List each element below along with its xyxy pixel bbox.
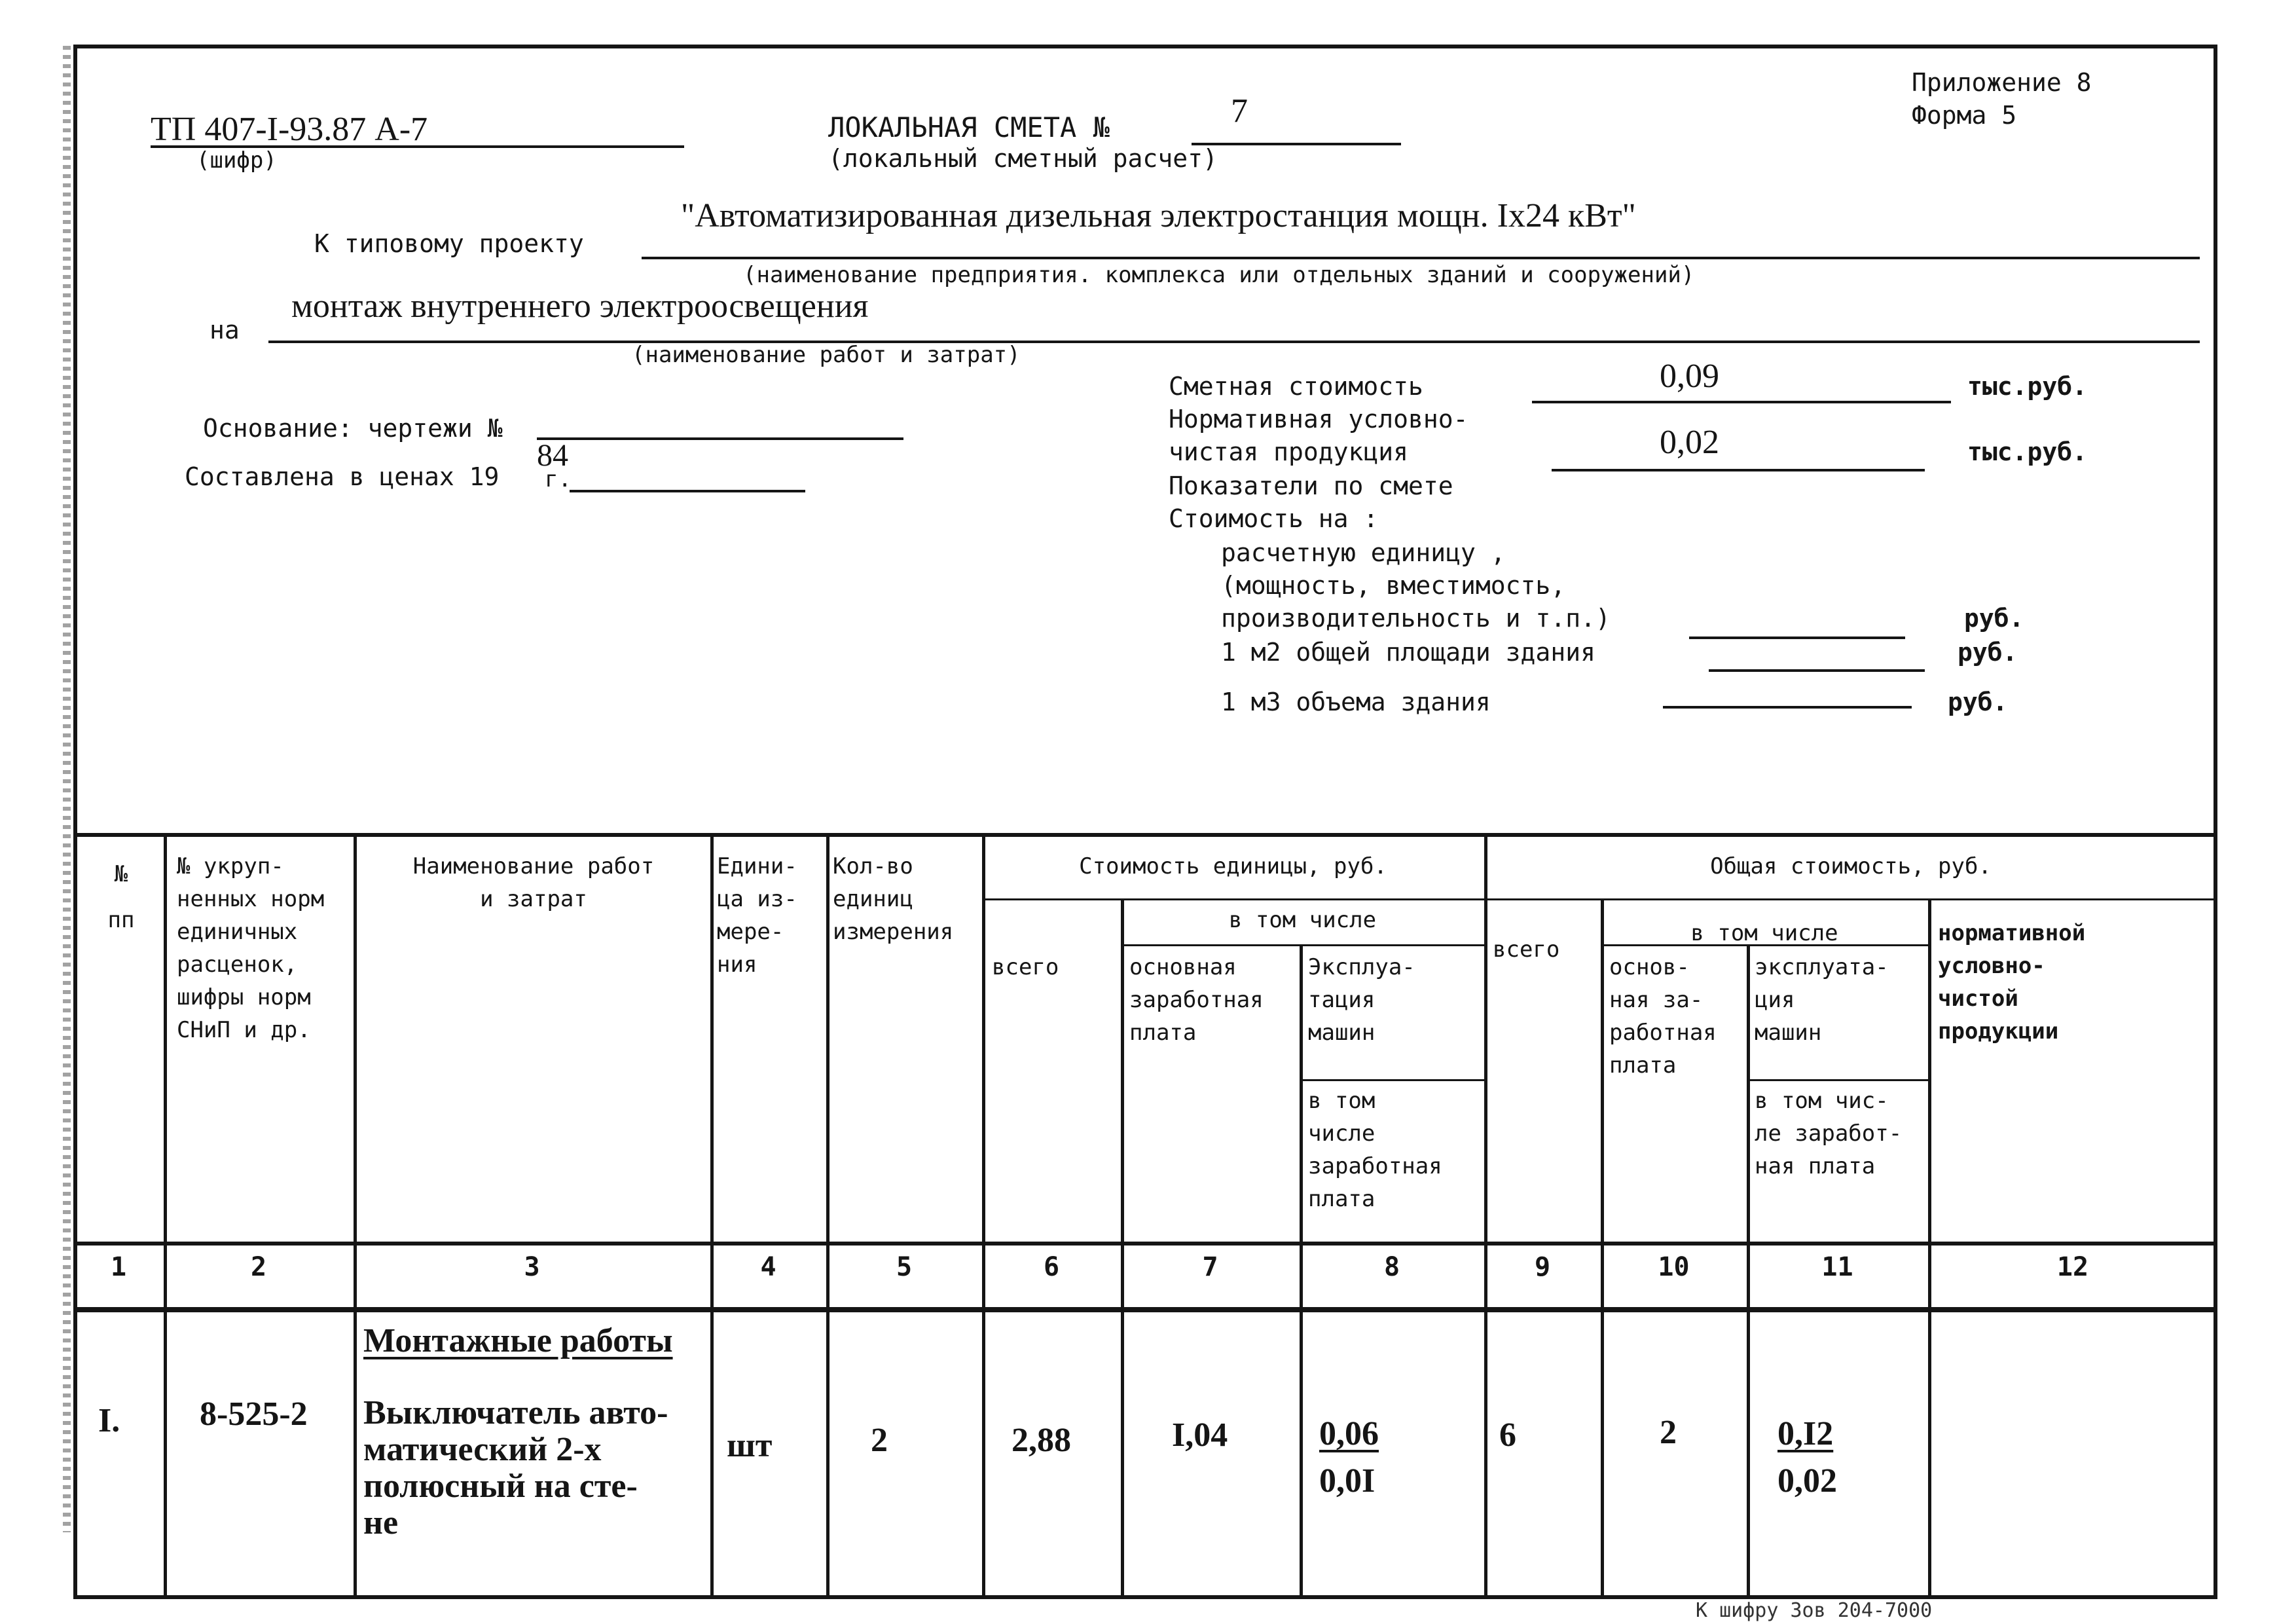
row-unit-total: 2,88 — [1011, 1422, 1071, 1459]
header-c5: Кол-во единиц измерения — [833, 853, 954, 945]
row-unit: шт — [727, 1427, 773, 1464]
work-name-underline — [268, 341, 2200, 343]
colnum-4: 4 — [760, 1252, 776, 1282]
header-c9: всего — [1493, 936, 1560, 963]
norm-underline — [1552, 469, 1925, 471]
col-line-2 — [354, 833, 357, 1599]
unit-line-3: производительность и т.п.) — [1221, 604, 1611, 633]
header-c2: № укруп- ненных норм единичных расценок, шифры норм СНиП и др. — [177, 853, 325, 1043]
unit-rub: руб. — [1964, 604, 2024, 633]
header-c11: эксплуата- ция машин — [1755, 954, 1889, 1046]
col-line-8 — [1484, 833, 1487, 1599]
cost-label: Сметная стоимость — [1169, 372, 1423, 401]
unit-line-1: расчетную единицу , — [1221, 538, 1506, 567]
colnum-2: 2 — [250, 1252, 267, 1282]
m2-label: 1 м2 общей площади здания — [1221, 638, 1595, 667]
unit-sub-line — [1300, 1079, 1484, 1081]
m3-underline — [1663, 706, 1912, 709]
row-unit-machines: 0,06 — [1319, 1415, 1379, 1452]
cost-value: 0,09 — [1660, 358, 1719, 395]
binding-edge — [63, 46, 71, 1532]
cost-unit: тыс.руб. — [1967, 372, 2088, 401]
section-title: Монтажные работы — [363, 1322, 673, 1359]
col-line-6 — [1121, 898, 1124, 1599]
estimate-title: ЛОКАЛЬНАЯ СМЕТА № — [828, 111, 1110, 143]
unit-group-line — [982, 898, 2216, 900]
norm-label-1: Нормативная условно- — [1169, 405, 1468, 434]
header-c8: Эксплуа- тация машин — [1308, 954, 1415, 1046]
table-top-line — [73, 833, 2217, 837]
col-line-5 — [982, 833, 985, 1599]
header-total-incl: в том числе — [1690, 920, 1838, 946]
header-unit-incl: в том числе — [1228, 907, 1377, 933]
header-c7: основная заработная плата — [1129, 954, 1264, 1046]
colnum-12: 12 — [2056, 1252, 2089, 1282]
unit-line-2: (мощность, вместимость, — [1221, 571, 1566, 600]
m2-underline — [1709, 669, 1925, 672]
estimate-number: 7 — [1231, 92, 1248, 130]
appendix-label: Приложение 8 — [1912, 68, 2092, 97]
row-unit-wage: I,04 — [1172, 1416, 1228, 1454]
norm-label-2: чистая продукция — [1169, 437, 1409, 466]
cipher-caption: (шифр) — [196, 147, 277, 174]
col-line-4 — [826, 833, 829, 1599]
colnum-3: 3 — [524, 1252, 540, 1282]
work-prefix: на — [210, 316, 240, 344]
header-c11-sub: в том чис- ле заработ- ная плата — [1755, 1088, 1903, 1179]
row-number: I. — [98, 1402, 120, 1439]
project-prefix: К типовому проекту — [314, 229, 584, 258]
norm-value: 0,02 — [1660, 424, 1719, 461]
col-line-9 — [1601, 898, 1604, 1599]
row-total-machines: 0,I2 — [1777, 1415, 1834, 1452]
col-line-3 — [710, 833, 714, 1599]
unit-underline — [1689, 637, 1905, 639]
row-code: 8-525-2 — [200, 1395, 308, 1433]
basis-prices-suffix: г. — [545, 466, 572, 492]
colnum-5: 5 — [896, 1252, 913, 1282]
header-unit-cost-group: Стоимость единицы, руб. — [1079, 853, 1387, 879]
project-name-underline — [642, 257, 2200, 259]
header-c1: № пп — [107, 861, 135, 933]
m2-rub: руб. — [1958, 638, 2018, 667]
indicators-label: Показатели по смете — [1169, 471, 1453, 500]
row-total-machines-wage: 0,02 — [1777, 1462, 1837, 1500]
cost-per-label: Стоимость на : — [1169, 504, 1379, 533]
basis-drawings-label: Основание: чертежи № — [203, 414, 503, 443]
basis-prices-label: Составлена в ценах 19 — [185, 462, 500, 491]
norm-unit: тыс.руб. — [1967, 437, 2088, 466]
work-caption: (наименование работ и затрат) — [632, 342, 1021, 368]
header-c6: всего — [992, 954, 1059, 980]
header-bottom-line — [73, 1242, 2217, 1246]
estimate-number-underline — [1192, 143, 1401, 145]
project-caption: (наименование предприятия. комплекса или отдельных зданий и сооружений) — [743, 262, 1695, 288]
colnum-6: 6 — [1043, 1252, 1060, 1282]
colnum-9: 9 — [1534, 1252, 1551, 1282]
form-label: Форма 5 — [1912, 101, 2017, 130]
col-line-11 — [1928, 898, 1931, 1599]
colnum-10: 10 — [1658, 1252, 1690, 1282]
m3-rub: руб. — [1948, 688, 2008, 716]
row-total: 6 — [1499, 1416, 1516, 1454]
header-c8-sub: в том числе заработная плата — [1308, 1088, 1442, 1212]
colnum-7: 7 — [1202, 1252, 1218, 1282]
basis-prices-year: 84 — [537, 438, 568, 473]
work-name: монтаж внутреннего электроосвещения — [291, 287, 869, 325]
colnum-8: 8 — [1383, 1252, 1400, 1282]
cipher: ТП 407-I-93.87 А-7 — [151, 111, 428, 148]
row-total-wage: 2 — [1660, 1414, 1677, 1451]
numbers-bottom-line — [73, 1307, 2217, 1312]
footer-note: К шифру 3ов 204-7000 — [1696, 1599, 1933, 1622]
row-qty: 2 — [871, 1422, 888, 1459]
basis-prices-underline — [570, 490, 805, 492]
col-line-1 — [164, 833, 167, 1599]
header-c4: Едини- ца из- мере- ния — [717, 853, 797, 978]
row-unit-machines-wage: 0,0I — [1319, 1462, 1376, 1500]
colnum-1: 1 — [110, 1252, 127, 1282]
header-c10: основ- ная за- работная плата — [1609, 954, 1717, 1079]
estimate-subtitle: (локальный сметный расчет) — [828, 144, 1218, 173]
project-name: "Автоматизированная дизельная электростанция мощн. Iх24 кВт" — [681, 197, 1636, 234]
m3-label: 1 м3 объема здания — [1221, 688, 1491, 716]
total-sub-line — [1747, 1079, 1928, 1081]
header-total-cost-group: Общая стоимость, руб. — [1710, 853, 1992, 879]
header-c12: нормативной условно- чистой продукции — [1938, 920, 2086, 1044]
row-name: Выключатель авто- матический 2-х полюсный на сте- не — [363, 1394, 668, 1541]
basis-drawings-underline — [537, 437, 903, 440]
header-c3: Наименование работ и затрат — [412, 853, 655, 912]
cost-underline — [1532, 401, 1951, 403]
colnum-11: 11 — [1821, 1252, 1853, 1282]
